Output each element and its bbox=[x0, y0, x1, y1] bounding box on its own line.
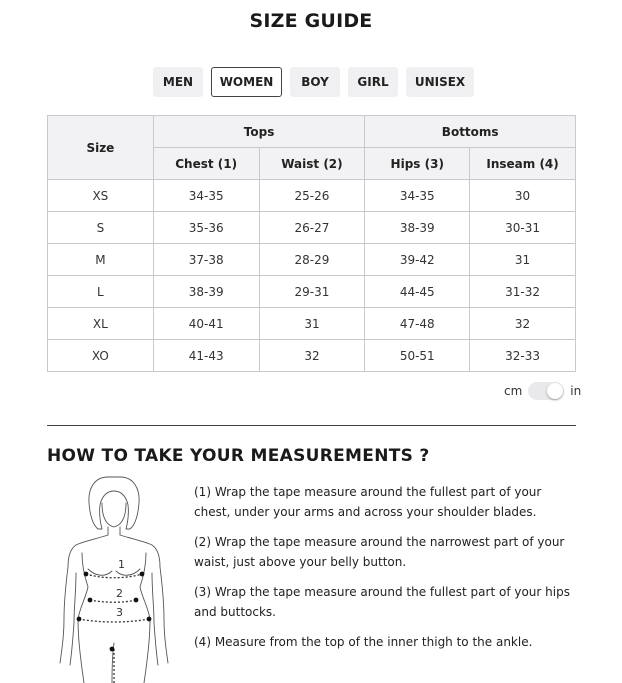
unit-toggle[interactable] bbox=[528, 382, 564, 400]
size-cell: M bbox=[48, 244, 154, 276]
table-cell: 30 bbox=[470, 180, 576, 212]
table-cell: 44-45 bbox=[365, 276, 470, 308]
table-cell: 34-35 bbox=[153, 180, 259, 212]
table-cell: 34-35 bbox=[365, 180, 470, 212]
column-header: Waist (2) bbox=[259, 148, 365, 180]
tab-men[interactable]: MEN bbox=[153, 67, 203, 97]
step-hips: (3) Wrap the tape measure around the fullest part of your hips and buttocks. bbox=[194, 585, 570, 619]
table-cell: 32-33 bbox=[470, 340, 576, 372]
chest-marker-label: 1 bbox=[118, 558, 125, 571]
table-row bbox=[48, 308, 576, 340]
body-measurement-figure bbox=[50, 473, 180, 683]
size-table bbox=[47, 115, 576, 372]
table-cell: 40-41 bbox=[153, 308, 259, 340]
table-cell: 28-29 bbox=[259, 244, 365, 276]
tab-unisex[interactable]: UNISEX bbox=[406, 67, 474, 97]
table-cell: 31 bbox=[259, 308, 365, 340]
measurement-steps bbox=[194, 482, 576, 662]
size-cell: XL bbox=[48, 308, 154, 340]
table-row bbox=[48, 180, 576, 212]
table-cell: 38-39 bbox=[153, 276, 259, 308]
table-cell: 29-31 bbox=[259, 276, 365, 308]
size-cell: XO bbox=[48, 340, 154, 372]
tops-header: Tops bbox=[153, 116, 365, 148]
table-cell: 32 bbox=[259, 340, 365, 372]
table-cell: 41-43 bbox=[153, 340, 259, 372]
size-cell: L bbox=[48, 276, 154, 308]
size-header: Size bbox=[48, 116, 154, 180]
bottoms-header: Bottoms bbox=[365, 116, 576, 148]
unit-cm-label[interactable]: cm bbox=[504, 384, 523, 398]
table-cell: 35-36 bbox=[153, 212, 259, 244]
page-title: SIZE GUIDE bbox=[249, 10, 373, 32]
section-divider bbox=[47, 425, 576, 426]
table-cell: 31-32 bbox=[470, 276, 576, 308]
unit-in-label[interactable]: in bbox=[570, 384, 582, 398]
table-cell: 30-31 bbox=[470, 212, 576, 244]
table-cell: 50-51 bbox=[365, 340, 470, 372]
table-row bbox=[48, 212, 576, 244]
unit-switch bbox=[504, 382, 581, 400]
size-cell: S bbox=[48, 212, 154, 244]
step-chest: (1) Wrap the tape measure around the fullest part of your chest, under your arms and across your shoulder blades. bbox=[194, 485, 542, 519]
table-cell: 37-38 bbox=[153, 244, 259, 276]
table-cell: 38-39 bbox=[365, 212, 470, 244]
category-tabs bbox=[153, 67, 474, 97]
table-cell: 25-26 bbox=[259, 180, 365, 212]
step-waist: (2) Wrap the tape measure around the narrowest part of your waist, just above your belly button. bbox=[194, 535, 565, 569]
table-row bbox=[48, 244, 576, 276]
column-header: Inseam (4) bbox=[470, 148, 576, 180]
tab-women[interactable]: WOMEN bbox=[211, 67, 282, 97]
measurements-heading: HOW TO TAKE YOUR MEASUREMENTS ? bbox=[47, 446, 430, 466]
toggle-knob[interactable] bbox=[547, 383, 563, 399]
tab-boy[interactable]: BOY bbox=[290, 67, 340, 97]
table-cell: 31 bbox=[470, 244, 576, 276]
waist-marker-label: 2 bbox=[116, 587, 123, 600]
table-cell: 47-48 bbox=[365, 308, 470, 340]
tab-girl[interactable]: GIRL bbox=[348, 67, 398, 97]
column-header: Hips (3) bbox=[365, 148, 470, 180]
step-inseam: (4) Measure from the top of the inner thigh to the ankle. bbox=[194, 635, 533, 649]
hips-marker-label: 3 bbox=[116, 606, 123, 619]
table-row bbox=[48, 340, 576, 372]
table-cell: 39-42 bbox=[365, 244, 470, 276]
table-cell: 32 bbox=[470, 308, 576, 340]
column-header: Chest (1) bbox=[153, 148, 259, 180]
size-cell: XS bbox=[48, 180, 154, 212]
table-row bbox=[48, 276, 576, 308]
table-cell: 26-27 bbox=[259, 212, 365, 244]
